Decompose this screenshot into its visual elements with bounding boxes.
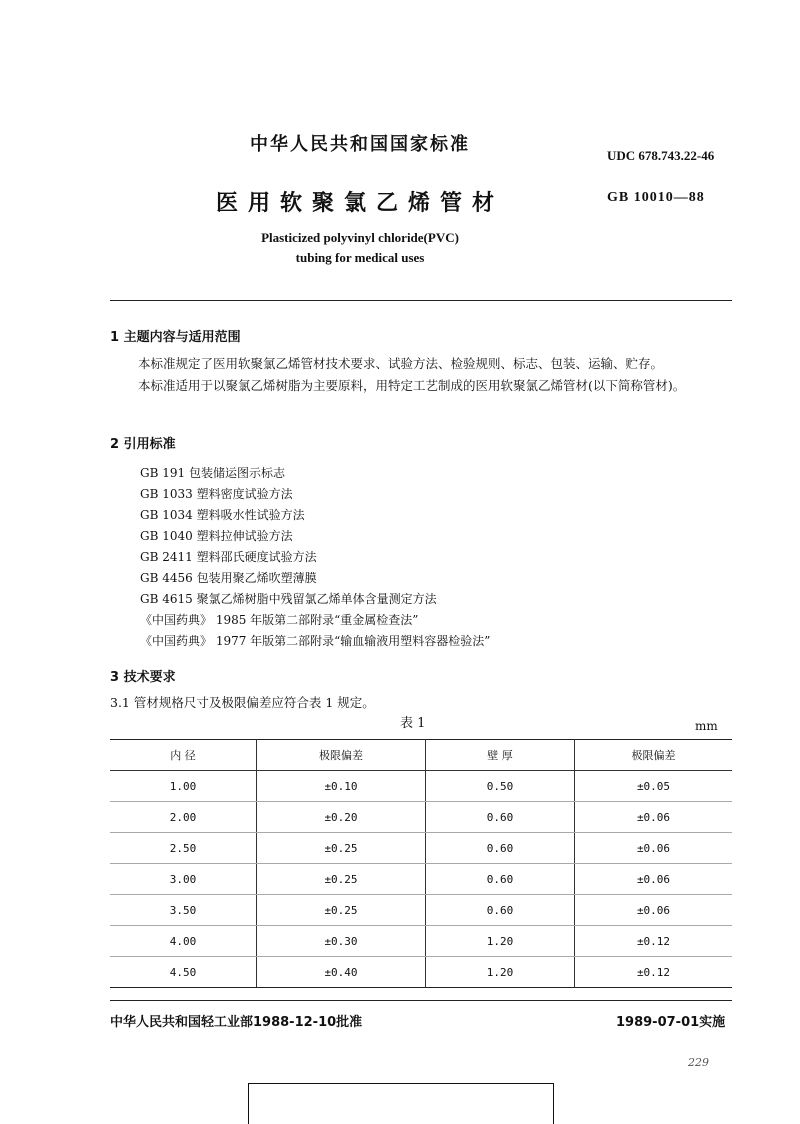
column-header: 壁 厚: [426, 740, 575, 771]
table-row: [110, 957, 732, 988]
table-cell: ±0.05: [575, 771, 733, 802]
table-cell: ±0.06: [575, 802, 733, 833]
table-header-row: [110, 740, 732, 771]
page-number: 229: [688, 1056, 709, 1069]
gb-number: GB 10010—88: [607, 190, 705, 205]
section-3-heading: 3 技术要求: [110, 670, 176, 685]
spec-table: [110, 739, 732, 988]
section-2-heading: 2 引用标准: [110, 437, 176, 452]
table-cell: 2.50: [110, 833, 257, 864]
reference-item: GB 1040 塑料拉伸试验方法: [140, 529, 293, 543]
udc-code: UDC 678.743.22-46: [607, 148, 715, 163]
table-cell: ±0.20: [257, 802, 426, 833]
effective-date: 1989-07-01实施: [616, 1015, 726, 1030]
table-cell: 0.60: [426, 833, 575, 864]
table-cell: ±0.40: [257, 957, 426, 988]
table-row: [110, 833, 732, 864]
clause-3-1: 3.1 管材规格尺寸及极限偏差应符合表 1 规定。: [110, 695, 375, 710]
reference-item: 《中国药典》 1977 年版第二部附录“输血输液用塑料容器检验法”: [140, 634, 491, 648]
table-caption: 表 1: [400, 716, 426, 731]
table-cell: ±0.06: [575, 864, 733, 895]
table-row: [110, 895, 732, 926]
table-cell: 4.00: [110, 926, 257, 957]
national-standard-heading: 中华人民共和国国家标准: [250, 134, 470, 155]
column-header: 内 径: [110, 740, 257, 771]
table-cell: 1.20: [426, 926, 575, 957]
table-row: [110, 926, 732, 957]
reference-item: GB 191 包装储运图示标志: [140, 466, 285, 480]
table-cell: ±0.10: [257, 771, 426, 802]
table-cell: 0.60: [426, 895, 575, 926]
table-cell: ±0.25: [257, 864, 426, 895]
reference-item: GB 1034 塑料吸水性试验方法: [140, 508, 305, 522]
table-cell: 0.60: [426, 864, 575, 895]
column-header: 极限偏差: [257, 740, 426, 771]
bottom-frame: [248, 1083, 554, 1124]
table-cell: ±0.30: [257, 926, 426, 957]
table-cell: 3.50: [110, 895, 257, 926]
table-row: [110, 802, 732, 833]
document-title-en-line2: tubing for medical uses: [295, 250, 425, 265]
table-unit: mm: [695, 719, 718, 733]
reference-item: 《中国药典》 1985 年版第二部附录“重金属检查法”: [140, 613, 419, 627]
table-cell: 0.60: [426, 802, 575, 833]
table-row: [110, 864, 732, 895]
reference-item: GB 4456 包装用聚乙烯吹塑薄膜: [140, 571, 317, 585]
table-cell: ±0.12: [575, 926, 733, 957]
document-title-cn: 医用软聚氯乙烯管材: [215, 191, 504, 216]
section-1-paragraph: 本标准规定了医用软聚氯乙烯管材技术要求、试验方法、检验规则、标志、包装、运输、贮存。: [138, 356, 664, 371]
table-cell: ±0.06: [575, 895, 733, 926]
table-cell: ±0.25: [257, 833, 426, 864]
document-title-en-line1: Plasticized polyvinyl chloride(PVC): [261, 230, 459, 245]
table-cell: 0.50: [426, 771, 575, 802]
table-cell: ±0.12: [575, 957, 733, 988]
reference-item: GB 1033 塑料密度试验方法: [140, 487, 293, 501]
table-row: [110, 771, 732, 802]
approval-line: 中华人民共和国轻工业部1988-12-10批准: [110, 1015, 363, 1030]
header-divider: [110, 300, 732, 301]
table-cell: ±0.25: [257, 895, 426, 926]
section-1-paragraph: 本标准适用于以聚氯乙烯树脂为主要原料，用特定工艺制成的医用软聚氯乙烯管材(以下简称管材)。: [138, 378, 686, 393]
section-1-heading: 1 主题内容与适用范围: [110, 330, 241, 345]
footer-divider: [110, 1000, 732, 1001]
reference-item: GB 4615 聚氯乙烯树脂中残留氯乙烯单体含量测定方法: [140, 592, 437, 606]
table-cell: 2.00: [110, 802, 257, 833]
reference-item: GB 2411 塑料邵氏硬度试验方法: [140, 550, 317, 564]
table-cell: 4.50: [110, 957, 257, 988]
table-cell: 3.00: [110, 864, 257, 895]
table-cell: 1.00: [110, 771, 257, 802]
table-cell: 1.20: [426, 957, 575, 988]
column-header: 极限偏差: [575, 740, 733, 771]
table-cell: ±0.06: [575, 833, 733, 864]
